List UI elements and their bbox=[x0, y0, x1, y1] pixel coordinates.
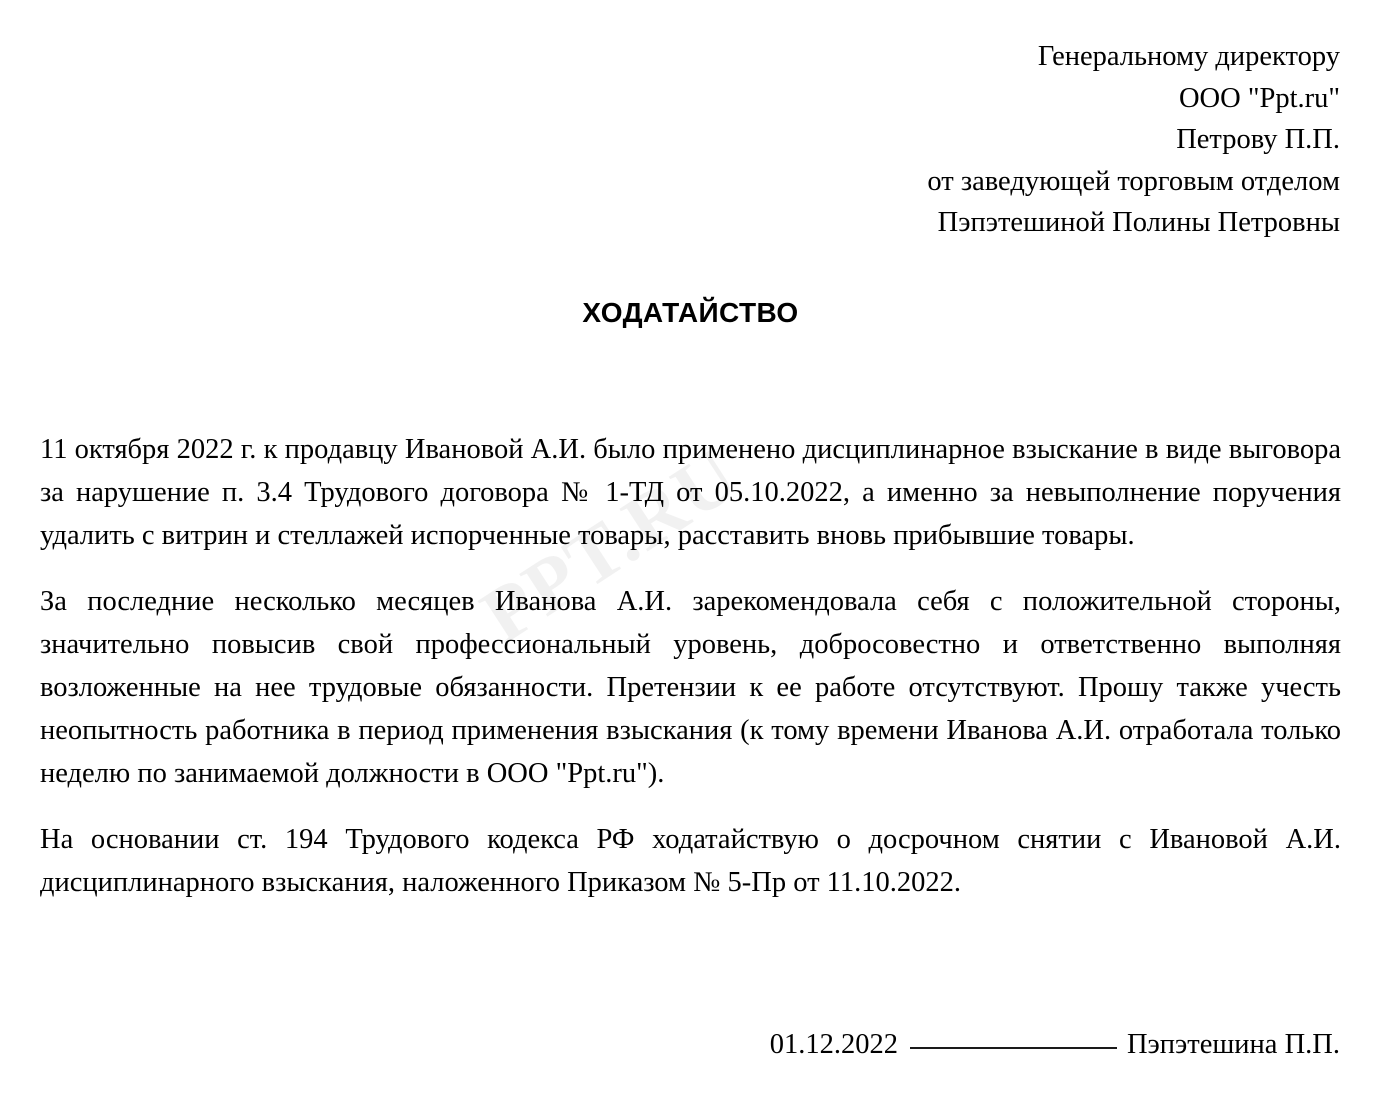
addressee-line-4: от заведующей торговым отделом bbox=[927, 165, 1340, 197]
paragraph-3: На основании ст. 194 Трудового кодекса РФ ходатайствую о досрочном снятии с Ивановой А.И. дисциплинарного взыскания, наложенного Приказом № 5-Пр от 11.10.2022. bbox=[40, 824, 1341, 898]
addressee-block bbox=[640, 36, 1340, 244]
signature-date: 01.12.2022 bbox=[769, 1029, 898, 1060]
page-title: ХОДАТАЙСТВО bbox=[582, 297, 799, 328]
signature-name: Пэпэтешина П.П. bbox=[1126, 1029, 1340, 1060]
addressee-line-2: ООО "Ppt.ru" bbox=[1178, 82, 1340, 114]
paragraph-2: За последние несколько месяцев Иванова А.И. зарекомендовала себя с положительной стороны, значительно повысив свой профессиональный уровень, добросовестно и ответственно выполняя возложенные на нее трудовые обязанности. Претензии к ее работе отсутствуют. Прошу также учесть неопытность работника в период применения взыскания (к тому времени Иванова А.И. отработала только неделю по занимаемой должности в ООО "Ppt.ru"). bbox=[40, 586, 1341, 789]
paragraph-1: 11 октября 2022 г. к продавцу Ивановой А.И. было применено дисциплинарное взыскание в виде выговора за нарушение п. 3.4 Трудового договора № 1-ТД от 05.10.2022, а именно за невыполнение поручения удалить с витрин и стеллажей испорченные товары, расставить вновь прибывшие товары. bbox=[40, 434, 1341, 551]
addressee-line-3: Петрову П.П. bbox=[1176, 124, 1340, 155]
addressee-line-5: Пэпэтешиной Полины Петровны bbox=[937, 207, 1340, 238]
watermark-text: PPT.RU bbox=[466, 430, 754, 659]
addressee-line-1: Генеральному директору bbox=[1037, 41, 1340, 72]
signature-rule bbox=[910, 1047, 1117, 1049]
signature-block bbox=[770, 1026, 1340, 1064]
document-body bbox=[40, 428, 1341, 904]
